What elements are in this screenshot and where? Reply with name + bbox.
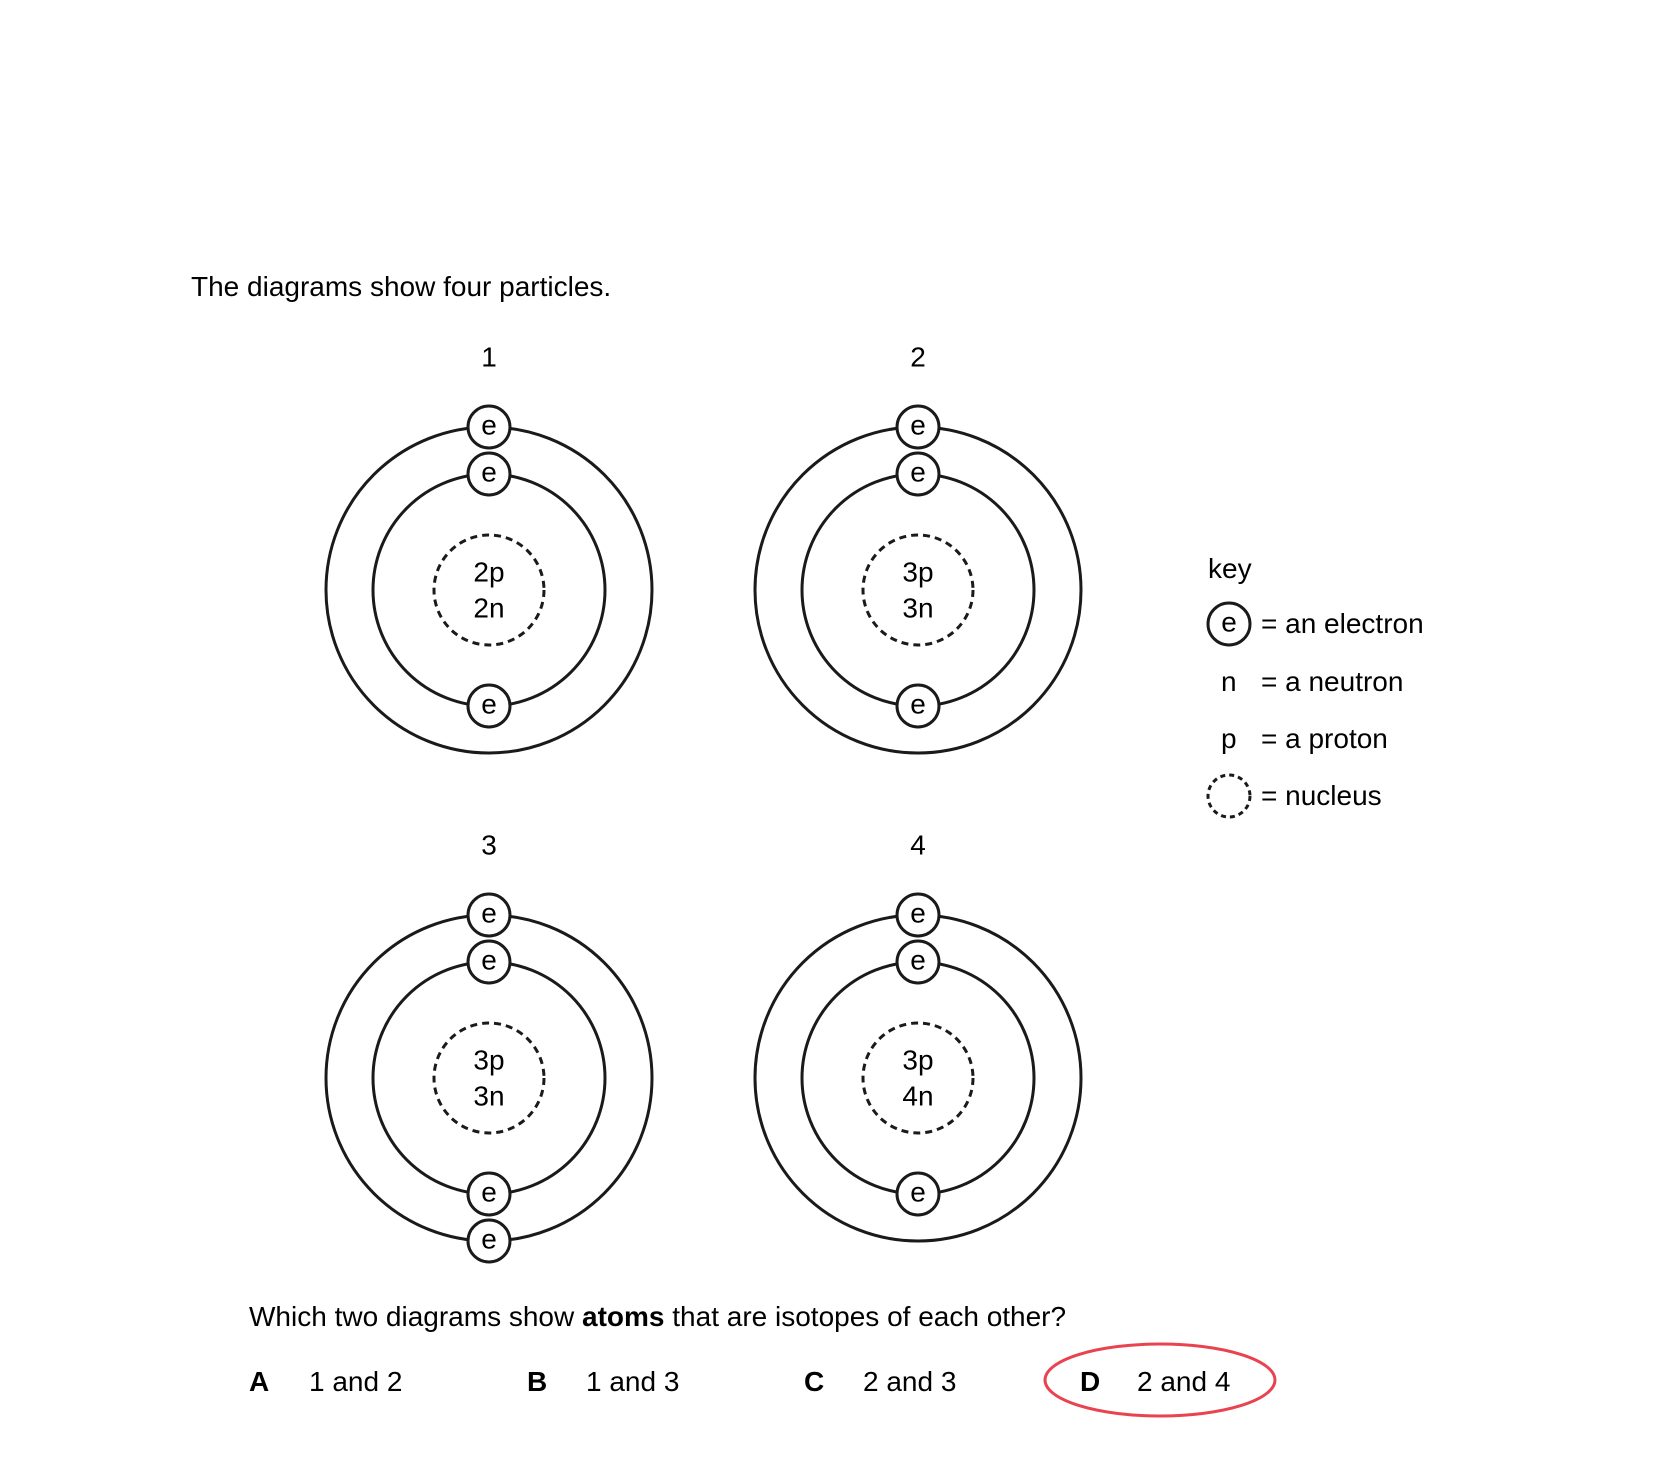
electron-label: e bbox=[481, 897, 497, 929]
atom-2 bbox=[755, 342, 1081, 754]
question-emphasis: atoms bbox=[582, 1301, 665, 1332]
electron-label: e bbox=[910, 944, 926, 976]
key-electron-symbol: e bbox=[1221, 606, 1237, 638]
neutron-count: 3n bbox=[473, 1080, 505, 1112]
atom-3 bbox=[326, 830, 652, 1263]
option-a-text[interactable]: 1 and 2 bbox=[309, 1366, 403, 1397]
proton-count: 2p bbox=[473, 556, 505, 588]
question-part: Which two diagrams show bbox=[249, 1301, 583, 1332]
atom-4 bbox=[755, 830, 1081, 1242]
electron-label: e bbox=[481, 1223, 497, 1255]
option-c-text[interactable]: 2 and 3 bbox=[863, 1366, 957, 1397]
option-b-text[interactable]: 1 and 3 bbox=[586, 1366, 680, 1397]
intro-text: The diagrams show four particles. bbox=[191, 271, 612, 302]
neutron-count: 2n bbox=[473, 592, 505, 624]
electron-label: e bbox=[910, 897, 926, 929]
inner-shell bbox=[802, 474, 1034, 706]
option-d-letter[interactable]: D bbox=[1080, 1366, 1101, 1397]
key-nucleus-text: = nucleus bbox=[1261, 780, 1382, 811]
key-neutron-symbol: n bbox=[1221, 666, 1237, 697]
atom-1 bbox=[326, 342, 652, 754]
atom-number-label: 3 bbox=[481, 829, 497, 861]
nucleus-icon bbox=[434, 535, 544, 645]
inner-shell bbox=[802, 962, 1034, 1194]
key-proton-text: = a proton bbox=[1261, 723, 1388, 754]
atom-number-label: 1 bbox=[481, 341, 497, 373]
electron-label: e bbox=[910, 456, 926, 488]
neutron-count: 3n bbox=[902, 592, 934, 624]
key-proton-symbol: p bbox=[1221, 723, 1237, 754]
option-b-letter[interactable]: B bbox=[527, 1366, 548, 1397]
proton-count: 3p bbox=[473, 1044, 505, 1076]
electron-label: e bbox=[910, 1176, 926, 1208]
key-symbols bbox=[1208, 603, 1250, 817]
key-neutron-text: = a neutron bbox=[1261, 666, 1404, 697]
electron-label: e bbox=[910, 409, 926, 441]
electron-label: e bbox=[481, 688, 497, 720]
electron-label: e bbox=[481, 944, 497, 976]
inner-shell bbox=[373, 474, 605, 706]
proton-count: 3p bbox=[902, 556, 934, 588]
atom-number-label: 2 bbox=[910, 341, 926, 373]
question-part: that are isotopes of each other? bbox=[664, 1301, 1067, 1332]
key-electron-text: = an electron bbox=[1261, 608, 1424, 639]
key-nucleus-icon bbox=[1208, 775, 1250, 817]
neutron-count: 4n bbox=[902, 1080, 934, 1112]
inner-shell bbox=[373, 962, 605, 1194]
atom-number-label: 4 bbox=[910, 829, 926, 861]
proton-count: 3p bbox=[902, 1044, 934, 1076]
electron-label: e bbox=[481, 1176, 497, 1208]
electron-label: e bbox=[481, 409, 497, 441]
option-a-letter[interactable]: A bbox=[249, 1366, 270, 1397]
nucleus-icon bbox=[863, 1023, 973, 1133]
question-text bbox=[249, 1301, 1066, 1333]
electron-label: e bbox=[481, 456, 497, 488]
option-c-letter[interactable]: C bbox=[804, 1366, 825, 1397]
nucleus-icon bbox=[863, 535, 973, 645]
electron-label: e bbox=[910, 688, 926, 720]
option-d-text[interactable]: 2 and 4 bbox=[1137, 1366, 1231, 1397]
key-title: key bbox=[1208, 553, 1252, 584]
nucleus-icon bbox=[434, 1023, 544, 1133]
